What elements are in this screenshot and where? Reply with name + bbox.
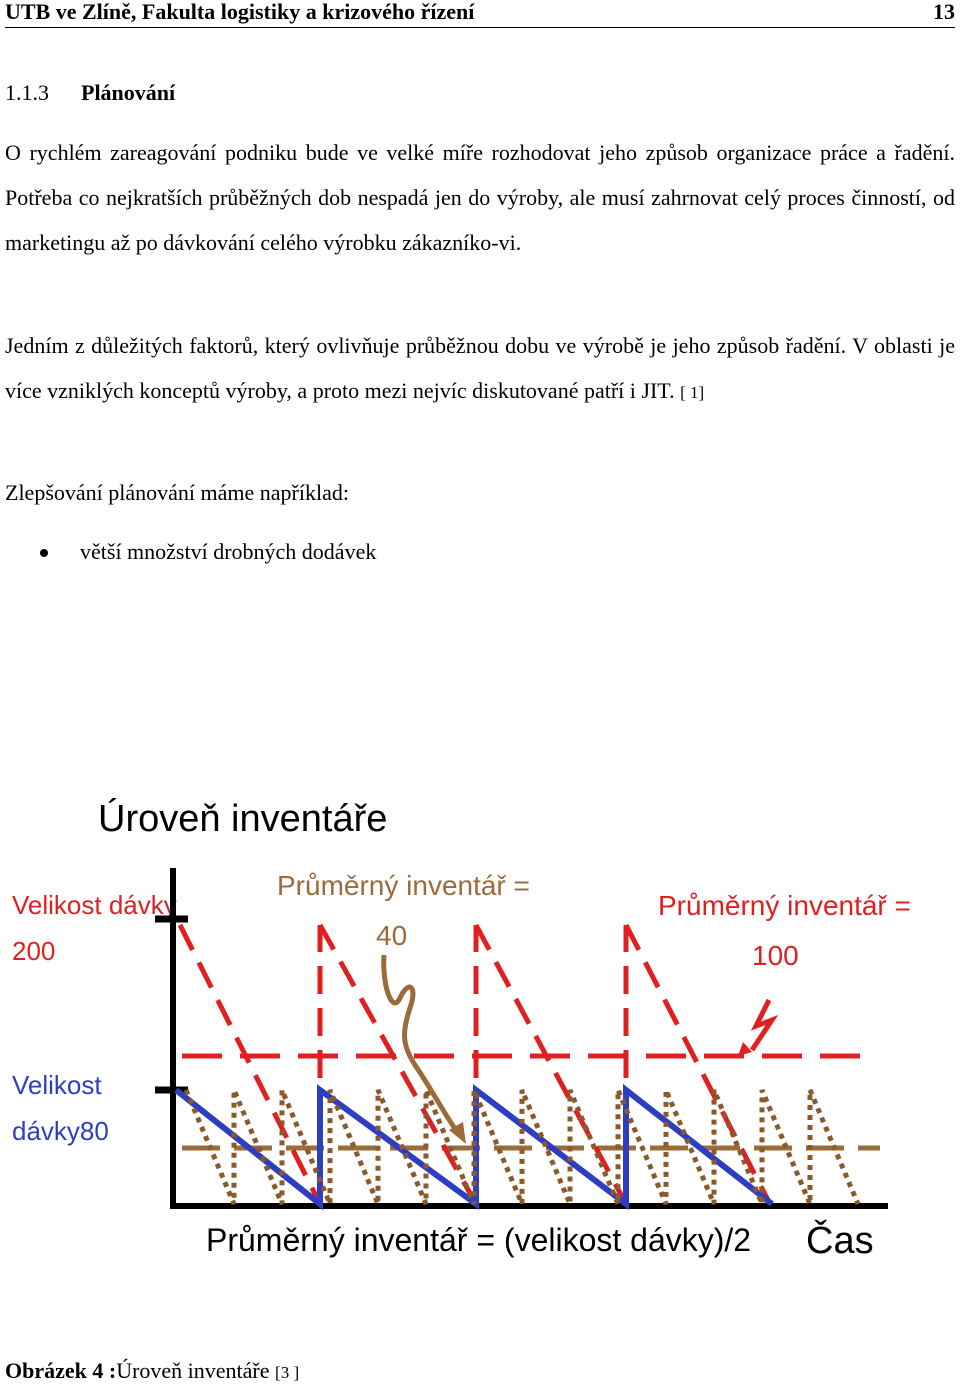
formula-label: Průměrný inventář = (velikost dávky)/2 (206, 1222, 752, 1258)
page-number: 13 (933, 0, 955, 24)
avg-100-line2: 100 (752, 940, 799, 971)
avg-100-arrow (752, 1000, 772, 1050)
avg-100-arrowhead (738, 1042, 752, 1056)
caption-text: Úroveň inventáře (116, 1358, 270, 1383)
bullet-item: větší množství drobných dodávek (80, 539, 377, 564)
bullet-dot (40, 549, 48, 557)
avg-100-line1: Průměrný inventář = (658, 890, 911, 921)
figure-title: Úroveň inventáře (98, 798, 388, 840)
paragraph-2-text: Jedním z důležitých faktorů, který ovlivňuje průběžnou dobu ve výrobě je jeho způsob řadění. V oblasti je více vzniklých konceptů výroby, a proto mezi nejvíc diskutované patří i JIT. (5, 333, 955, 403)
paragraph-3: Zlepšování plánování máme například: (5, 480, 349, 505)
label-batch-200-line1: Velikost dávky (12, 890, 177, 920)
figure-caption (5, 1358, 299, 1384)
header-title: UTB ve Zlíně, Fakulta logistiky a krizového řízení (5, 0, 475, 24)
label-batch-200-line2: 200 (12, 936, 56, 966)
caption-label: Obrázek 4 : (5, 1358, 117, 1383)
paragraph-1: O rychlém zareagování podniku bude ve velké míře rozhodovat jeho způsob organizace práce a řadění. Potřeba co nejkratších průběžných dob nespadá jen do výroby, ale musí zahrnovat celý proces činností, od marketingu až po dávkování celého výrobku zákazníko-vi. (5, 140, 955, 255)
section-number: 1.1.3 (5, 80, 49, 105)
avg-40-arrow (384, 955, 456, 1130)
avg-40-line2: 40 (376, 920, 408, 951)
page-header (5, 0, 955, 28)
label-batch-80-line2: dávky80 (12, 1116, 109, 1146)
section-title: Plánování (81, 80, 176, 105)
caption-reference: [3 ] (275, 1363, 300, 1382)
avg-40-line1: Průměrný inventář = (277, 870, 530, 901)
section-heading (5, 80, 175, 106)
inventory-figure (0, 780, 960, 1300)
label-batch-80-line1: Velikost (12, 1070, 102, 1100)
paragraph-2-reference: [ 1] (680, 383, 705, 402)
x-axis-label: Čas (806, 1220, 874, 1262)
inventory-chart-graphics (0, 780, 960, 1300)
paragraph-2 (5, 323, 955, 415)
